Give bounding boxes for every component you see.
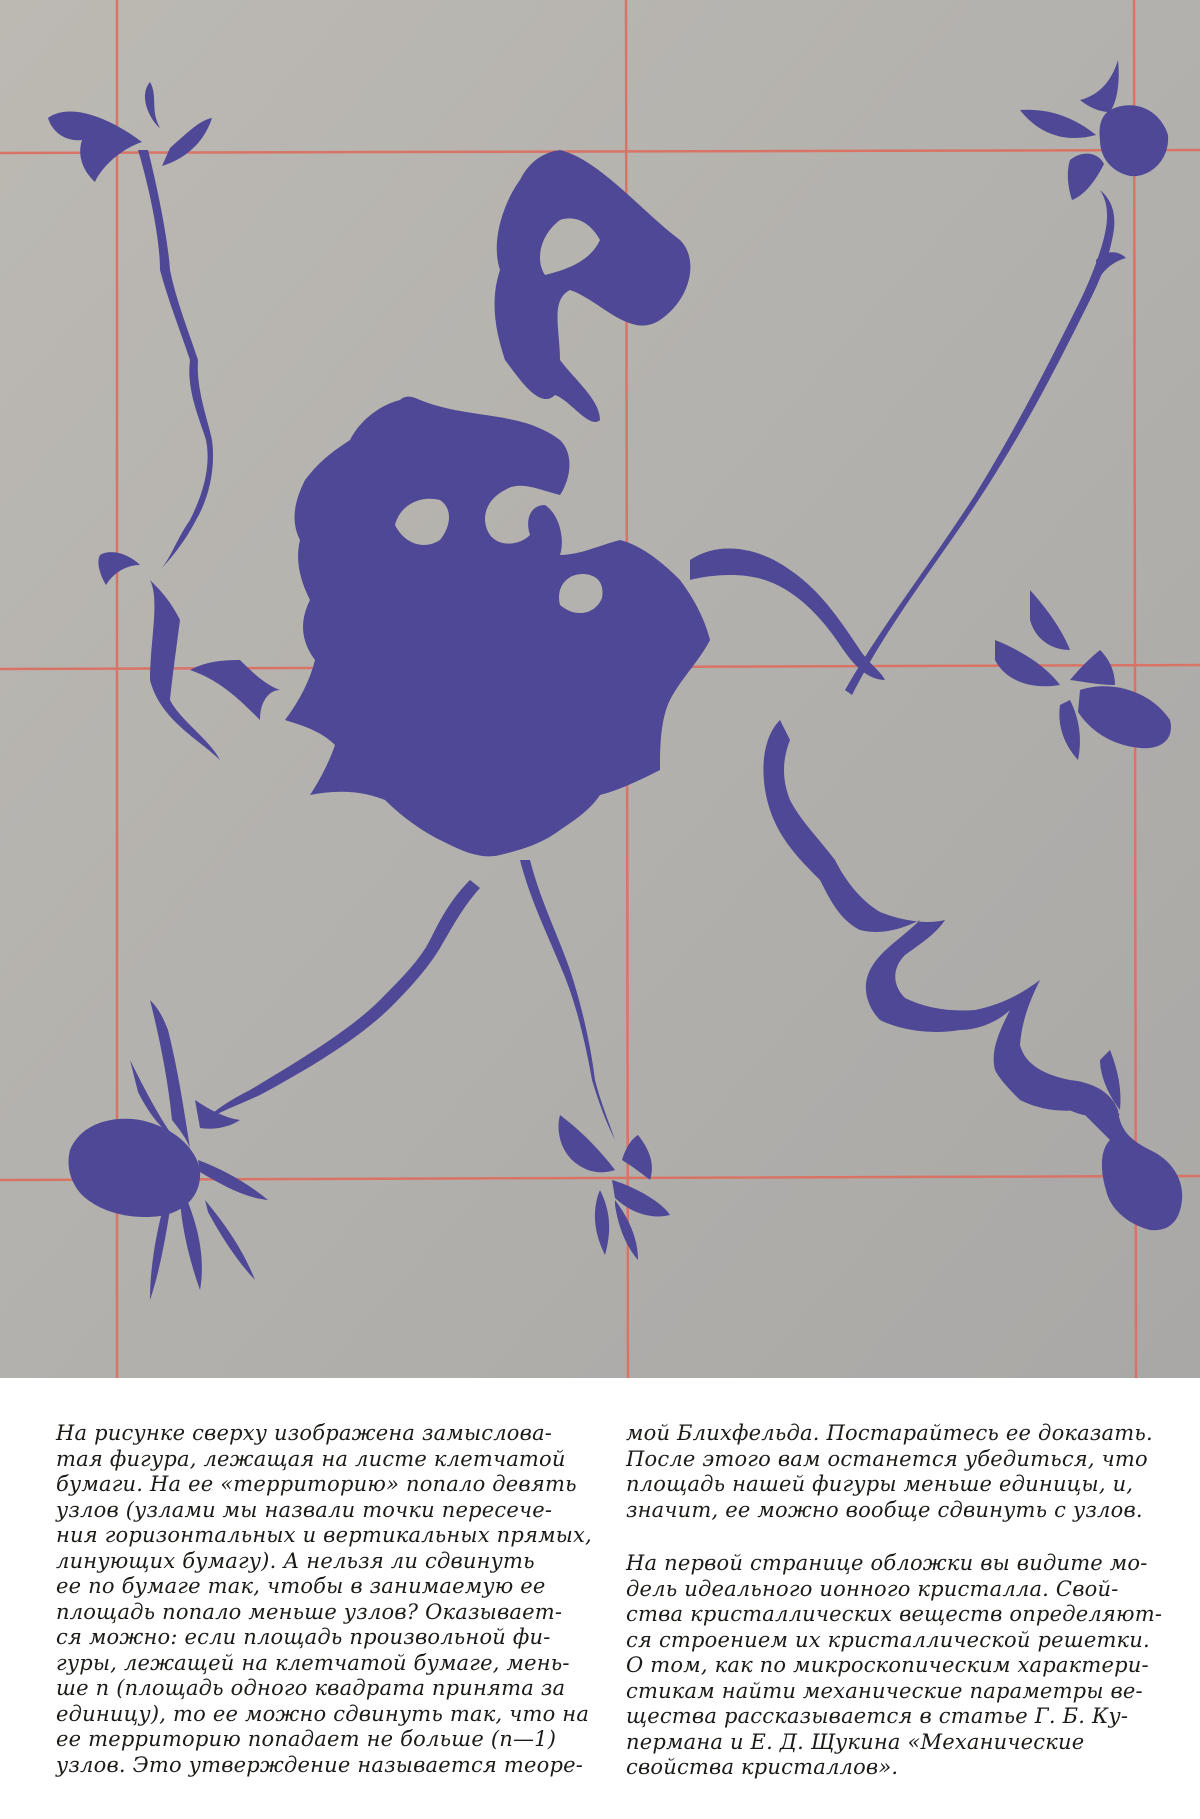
caption-line: ее территорию попадает не больше (n—1) [56,1727,557,1751]
caption-line: ния горизонтальных и вертикальных прямых, [56,1523,592,1547]
caption-line: ства кристаллических веществ определяют- [626,1602,1163,1626]
caption-line: площадь попало меньше узлов? Оказывает- [56,1599,563,1624]
caption-paragraph-blichfeldt [626,1421,1153,1523]
caption-line: линующих бумагу). А нельзя ли сдвинуть [56,1548,535,1573]
caption-line: площадь нашей фигуры меньше единицы, и, [626,1472,1134,1496]
caption-line: После этого вам останется убедиться, что [626,1446,1148,1471]
caption-left-column [56,1421,592,1778]
caption-line: щества рассказывается в статье Г. Б. Ку- [626,1704,1129,1728]
caption-line: пермана и Е. Д. Щукина «Механические [626,1729,1085,1754]
caption-right-column [626,1421,1163,1781]
caption-line: ся строением их кристаллической решетки. [626,1627,1150,1652]
caption-line: гуры, лежащей на клетчатой бумаге, мень- [56,1650,570,1675]
caption-line: ее по бумаге так, чтобы в занимаемую ее [56,1574,546,1598]
caption-line: стикам найти механические параметры ве- [626,1678,1143,1703]
caption-line: На рисунке сверху изображена замыслова- [56,1421,553,1445]
caption-line: О том, как по микроскопическим характери- [626,1653,1149,1677]
caption-line: значит, ее можно вообще сдвинуть с узлов. [626,1497,1143,1522]
caption-line: ше n (площадь одного квадрата принята за [56,1676,566,1700]
caption-line: ся можно: если площадь произвольной фи- [56,1625,551,1649]
caption-line: узлов. Это утверждение называется теоре- [56,1752,584,1777]
caption-line: бумаги. На ее «территорию» попало девять [56,1472,577,1496]
caption-line: На первой странице обложки вы видите мо- [626,1551,1148,1575]
paragraph-gap [626,1523,1146,1551]
caption-line: тая фигура, лежащая на листе клетчатой [56,1446,566,1471]
caption-line: мой Блихфельда. Постарайтесь ее доказать. [626,1421,1153,1445]
caption-line: единицу), то ее можно сдвинуть так, что на [56,1701,590,1726]
caption-paragraph-cover [626,1551,1163,1781]
caption-line: дель идеального ионного кристалла. Свой- [626,1576,1119,1601]
caption-line: узлов (узлами мы назвали точки пересече- [56,1497,553,1522]
caption-line: свойства кристаллов». [626,1755,899,1779]
